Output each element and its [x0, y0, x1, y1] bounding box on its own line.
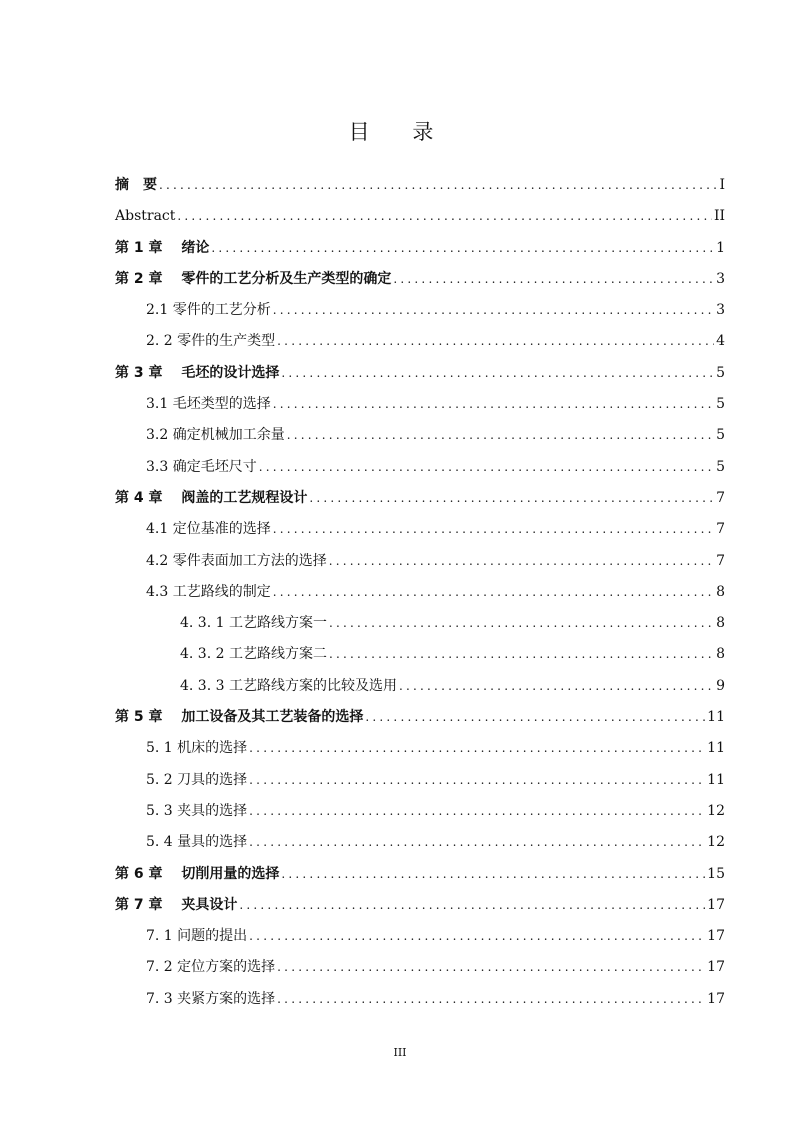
dot-leader — [329, 641, 714, 668]
toc-entry-page: 11 — [707, 709, 725, 726]
toc-entry[interactable] — [115, 892, 725, 923]
toc-entry-label: 4. 3. 2 工艺路线方案二 — [180, 646, 327, 663]
toc-entry-label: 2.1 零件的工艺分析 — [146, 302, 271, 319]
toc-entry-page: I — [719, 177, 725, 193]
toc-entry-label: 5. 3 夹具的选择 — [146, 802, 248, 819]
dot-leader — [329, 610, 714, 637]
dot-leader — [399, 673, 714, 700]
toc-entry[interactable] — [115, 297, 725, 328]
page-title: 目 录 — [348, 120, 452, 144]
toc-entry[interactable] — [115, 516, 725, 547]
toc-entry[interactable] — [115, 829, 725, 860]
dot-leader — [159, 172, 717, 199]
dot-leader — [281, 360, 714, 387]
toc-entry[interactable] — [115, 641, 725, 672]
toc-entry[interactable] — [115, 861, 725, 892]
dot-leader — [277, 328, 714, 355]
toc-entry-label: 第 2 章 零件的工艺分析及生产类型的确定 — [115, 270, 392, 287]
toc-entry-page: 11 — [707, 771, 725, 788]
dot-leader — [249, 798, 705, 825]
toc-entry-page: 3 — [716, 302, 725, 319]
toc-entry-page: 7 — [716, 521, 725, 538]
toc-entry[interactable] — [115, 767, 725, 798]
dot-leader — [249, 735, 705, 762]
toc-entry[interactable] — [115, 954, 725, 985]
toc-entry-label: 4.3 工艺路线的制定 — [146, 583, 271, 600]
toc-entry-label: 第 6 章 切削用量的选择 — [115, 865, 280, 882]
toc-entry[interactable] — [115, 610, 725, 641]
toc-entry[interactable] — [115, 485, 725, 516]
dot-leader — [277, 954, 705, 981]
toc-entry-label: 3.2 确定机械加工余量 — [146, 427, 285, 444]
toc-entry[interactable] — [115, 579, 725, 610]
toc-entry-label: 7. 3 夹紧方案的选择 — [146, 990, 276, 1007]
toc-entry[interactable] — [115, 735, 725, 766]
dot-leader — [287, 422, 714, 449]
toc-entry-page: 8 — [716, 583, 725, 600]
toc-entry-label: 5. 2 刀具的选择 — [146, 771, 248, 788]
dot-leader — [211, 235, 714, 262]
toc-entry[interactable] — [115, 391, 725, 422]
toc-entry[interactable] — [115, 798, 725, 829]
toc-entry-label: 7. 1 问题的提出 — [146, 928, 248, 945]
toc-entry-page: 11 — [707, 740, 725, 757]
toc-entry-label: 第 7 章 夹具设计 — [115, 896, 238, 913]
dot-leader — [277, 986, 705, 1013]
toc-entry-page: 5 — [716, 364, 725, 381]
toc-entry-label: 第 4 章 阀盖的工艺规程设计 — [115, 489, 308, 506]
toc-entry[interactable] — [115, 986, 725, 1017]
toc-entry-page: 1 — [716, 239, 725, 256]
toc-entry-label: 3.3 确定毛坯尺寸 — [146, 458, 257, 475]
toc-entry-page: 5 — [716, 427, 725, 444]
toc-entry-page: 5 — [716, 458, 725, 475]
toc-entry-label: 5. 4 量具的选择 — [146, 834, 248, 851]
dot-leader — [393, 266, 714, 293]
dot-leader — [281, 861, 705, 888]
toc-entry-page: 12 — [707, 802, 725, 819]
toc-entry-page: 7 — [716, 489, 725, 506]
toc-entry-page: 12 — [707, 834, 725, 851]
dot-leader — [273, 579, 714, 606]
toc-entry-label: 4. 3. 1 工艺路线方案一 — [180, 615, 327, 632]
dot-leader — [273, 391, 714, 418]
toc-entry[interactable] — [115, 673, 725, 704]
toc-entry-page: 15 — [707, 865, 725, 882]
toc-entry[interactable] — [115, 923, 725, 954]
toc-entry[interactable] — [115, 704, 725, 735]
page-number: III — [393, 1046, 407, 1059]
toc-entry-label: 第 1 章 绪论 — [115, 239, 210, 256]
toc-entry-label: 4. 3. 3 工艺路线方案的比较及选用 — [180, 677, 397, 694]
dot-leader — [239, 892, 705, 919]
toc-entry[interactable] — [115, 235, 725, 266]
toc-entry-page: 3 — [716, 270, 725, 287]
toc-entry-label: 4.2 零件表面加工方法的选择 — [146, 552, 327, 569]
dot-leader — [249, 767, 705, 794]
toc-entry[interactable] — [115, 360, 725, 391]
toc-entry-label: 7. 2 定位方案的选择 — [146, 959, 276, 976]
toc-entry[interactable] — [115, 548, 725, 579]
toc-entry[interactable] — [115, 203, 725, 234]
dot-leader — [365, 704, 705, 731]
dot-leader — [309, 485, 714, 512]
toc-entry-page: 17 — [707, 896, 725, 913]
toc-entry-page: 7 — [716, 552, 725, 569]
toc-entry[interactable] — [115, 454, 725, 485]
toc-entry-label: Abstract — [115, 208, 176, 225]
toc-entry[interactable] — [115, 328, 725, 359]
toc-entry-label: 3.1 毛坯类型的选择 — [146, 396, 271, 413]
toc-entry-page: 17 — [707, 959, 725, 976]
toc-entry-page: 8 — [716, 646, 725, 663]
toc-entry-page: II — [713, 208, 725, 225]
dot-leader — [249, 829, 705, 856]
toc-entry-label: 5. 1 机床的选择 — [146, 740, 248, 757]
toc-entry[interactable] — [115, 172, 725, 203]
toc-entry[interactable] — [115, 422, 725, 453]
toc-entry-label: 第 3 章 毛坯的设计选择 — [115, 364, 280, 381]
toc-entry-label: 摘 要 — [115, 177, 157, 193]
toc-entry-page: 8 — [716, 615, 725, 632]
dot-leader — [273, 297, 714, 324]
dot-leader — [273, 516, 714, 543]
toc-entry-label: 4.1 定位基准的选择 — [146, 521, 271, 538]
toc-entry-page: 9 — [716, 677, 725, 694]
toc-entry-label: 2. 2 零件的生产类型 — [146, 333, 276, 350]
toc-entry-page: 4 — [716, 333, 725, 350]
toc-entry-page: 17 — [707, 928, 725, 945]
dot-leader — [249, 923, 705, 950]
dot-leader — [177, 203, 712, 230]
toc-entry-page: 5 — [716, 396, 725, 413]
toc-entry-label: 第 5 章 加工设备及其工艺装备的选择 — [115, 709, 364, 726]
dot-leader — [259, 454, 714, 481]
toc-entry-page: 17 — [707, 990, 725, 1007]
toc-entry[interactable] — [115, 266, 725, 297]
dot-leader — [329, 548, 714, 575]
table-of-contents — [115, 172, 725, 1017]
